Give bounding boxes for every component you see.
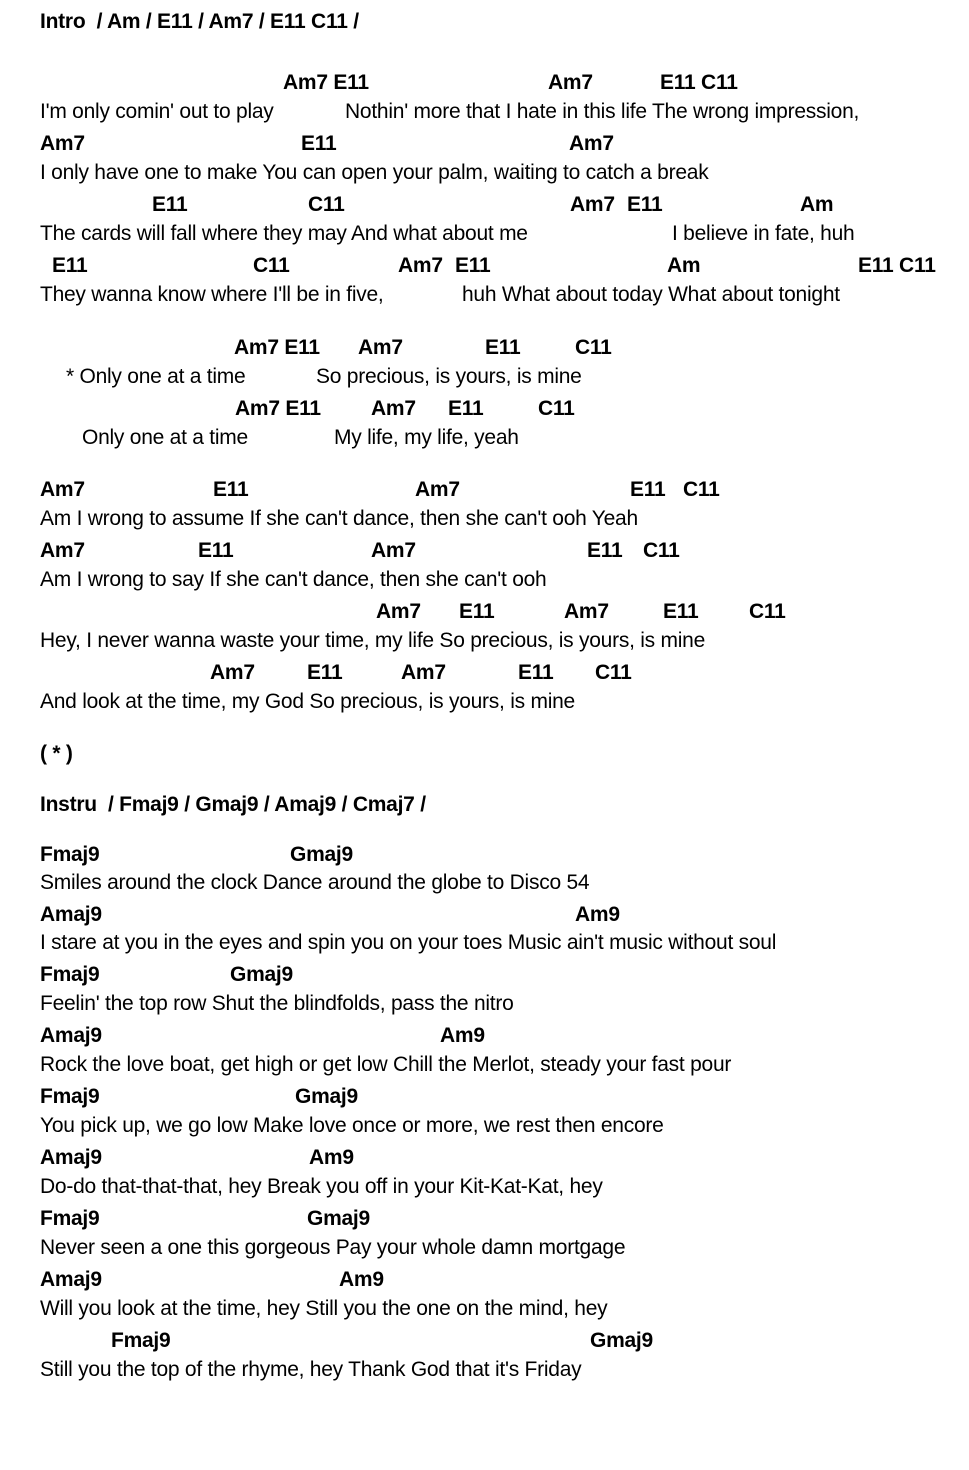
chord: Am9 [309, 1146, 354, 1169]
chord: E11 [152, 193, 188, 216]
chord: C11 [538, 397, 575, 420]
chord-line [0, 963, 969, 991]
chord: C11 [253, 254, 290, 277]
chord: Am7 [40, 539, 85, 562]
lyric-text: Smiles around the clock Dance around the globe to Disco 54 [40, 871, 590, 894]
chord: Fmaj9 [40, 1207, 100, 1230]
section-heading [0, 793, 969, 821]
chord: Gmaj9 [230, 963, 293, 986]
lyric-line [0, 1175, 969, 1203]
lyric-text: I stare at you in the eyes and spin you on your toes Music ain't music without soul [40, 931, 777, 954]
lyric-text: Hey, I never wanna waste your time, my life So precious, is yours, is mine [40, 629, 706, 652]
lyric-line [0, 992, 969, 1020]
chord: Amaj9 [40, 903, 102, 926]
lyric-line [0, 1236, 969, 1264]
lyric-text: Only one at a time [82, 426, 248, 449]
chord: E11 [459, 600, 495, 623]
chord-line [0, 71, 969, 99]
chord-line [0, 1329, 969, 1357]
chord: Gmaj9 [307, 1207, 370, 1230]
lyric-text: My life, my life, yeah [334, 426, 519, 449]
lyric-line [0, 161, 969, 189]
lyric-line [0, 1297, 969, 1325]
chord: Am7 [40, 132, 85, 155]
lyric-line [0, 690, 969, 718]
lyric-line [0, 222, 969, 250]
chord: Amaj9 [40, 1146, 102, 1169]
chord-line [0, 843, 969, 871]
chord: E11 [301, 132, 337, 155]
lyric-text: Never seen a one this gorgeous Pay your whole damn mortgage [40, 1236, 626, 1259]
chord: Am [667, 254, 701, 277]
chord: Am7 [548, 71, 593, 94]
chord: Am7 [564, 600, 609, 623]
chord: E11 [485, 336, 521, 359]
lyric-text: They wanna know where I'll be in five, [40, 283, 384, 306]
chord-line [0, 661, 969, 689]
chord: Am7 [569, 132, 614, 155]
chord: Am7 [570, 193, 615, 216]
chord: E11 [663, 600, 699, 623]
lyric-line [0, 568, 969, 596]
chord: E11 [307, 661, 343, 684]
chord: Am7 [376, 600, 421, 623]
chord-line [0, 903, 969, 931]
chord: Am9 [339, 1268, 384, 1291]
chord-line [0, 1085, 969, 1113]
lyric-line [0, 871, 969, 899]
chord: Fmaj9 [111, 1329, 171, 1352]
chord-line [0, 254, 969, 282]
lyric-line [0, 1358, 969, 1386]
chord: Am7 [371, 539, 416, 562]
chord: E11 [52, 254, 88, 277]
chord: E11 [198, 539, 234, 562]
chord: E11 [630, 478, 666, 501]
chord-line [0, 397, 969, 425]
lyric-line [0, 100, 969, 128]
chord: Am7 [415, 478, 460, 501]
chord: Am9 [440, 1024, 485, 1047]
chord: Fmaj9 [40, 1085, 100, 1108]
section-heading [0, 10, 969, 38]
lyric-text: Will you look at the time, hey Still you the one on the mind, hey [40, 1297, 608, 1320]
chord-line [0, 600, 969, 628]
chord: C11 [575, 336, 612, 359]
lyric-text: Still you the top of the rhyme, hey Thank God that it's Friday [40, 1358, 582, 1381]
lyric-line [0, 1114, 969, 1142]
chord: C11 [308, 193, 345, 216]
section-heading-text: Intro / Am / E11 / Am7 / E11 C11 / [40, 10, 359, 33]
lyric-text: huh What about today What about tonight [462, 283, 840, 306]
lyric-text: I'm only comin' out to play [40, 100, 274, 123]
lyric-text: The cards will fall where they may And what about me [40, 222, 528, 245]
chord: C11 [595, 661, 632, 684]
chord: Am [800, 193, 834, 216]
chord: C11 [749, 600, 786, 623]
chord: Gmaj9 [290, 843, 353, 866]
section-heading-text: Instru / Fmaj9 / Gmaj9 / Amaj9 / Cmaj7 / [40, 793, 426, 816]
lyric-text: Feelin' the top row Shut the blindfolds, pass the nitro [40, 992, 514, 1015]
chord: Fmaj9 [40, 963, 100, 986]
chord: Fmaj9 [40, 843, 100, 866]
lyric-text: Do-do that-that-that, hey Break you off in your Kit-Kat-Kat, hey [40, 1175, 603, 1198]
section-heading [0, 742, 969, 770]
chord: E11 [213, 478, 249, 501]
lyric-text: Am I wrong to say If she can't dance, then she can't ooh [40, 568, 547, 591]
lyric-line [0, 426, 969, 454]
chord: Gmaj9 [590, 1329, 653, 1352]
chord-line [0, 1146, 969, 1174]
lyric-line [0, 629, 969, 657]
chord: Am7 [401, 661, 446, 684]
lyric-line [0, 507, 969, 535]
lyric-line [0, 931, 969, 959]
lyric-line [0, 283, 969, 311]
chord-line [0, 132, 969, 160]
chord: Amaj9 [40, 1268, 102, 1291]
chord: Am7 [398, 254, 443, 277]
chord: C11 [683, 478, 720, 501]
chord-line [0, 336, 969, 364]
lyric-text: Rock the love boat, get high or get low Chill the Merlot, steady your fast pour [40, 1053, 732, 1076]
lyric-text: So precious, is yours, is mine [316, 365, 582, 388]
chord-line [0, 539, 969, 567]
chord: E11 [627, 193, 663, 216]
chord: Am7 E11 [283, 71, 369, 94]
chord: C11 [643, 539, 680, 562]
lyric-text: I only have one to make You can open your palm, waiting to catch a break [40, 161, 709, 184]
chord-line [0, 1024, 969, 1052]
chord: Am7 E11 [235, 397, 321, 420]
lyric-text: Nothin' more that I hate in this life The wrong impression, [345, 100, 860, 123]
lyric-text: I believe in fate, huh [672, 222, 855, 245]
chord: E11 C11 [858, 254, 936, 277]
chord-line [0, 1268, 969, 1296]
chord-line [0, 193, 969, 221]
lyric-text: And look at the time, my God So precious, is yours, is mine [40, 690, 575, 713]
chord: E11 [455, 254, 491, 277]
chord: Am7 E11 [234, 336, 320, 359]
chord: E11 [587, 539, 623, 562]
chord: Amaj9 [40, 1024, 102, 1047]
chord: Am7 [40, 478, 85, 501]
chord: E11 C11 [660, 71, 738, 94]
lyric-text: * Only one at a time [66, 365, 246, 388]
chord: Gmaj9 [295, 1085, 358, 1108]
chord: Am7 [371, 397, 416, 420]
chord-line [0, 1207, 969, 1235]
section-heading-text: ( * ) [40, 742, 73, 765]
lyric-text: Am I wrong to assume If she can't dance, then she can't ooh Yeah [40, 507, 638, 530]
chord: E11 [518, 661, 554, 684]
chord: Am7 [210, 661, 255, 684]
chord: Am7 [358, 336, 403, 359]
chord-line [0, 478, 969, 506]
lyric-line [0, 1053, 969, 1081]
chord: Am9 [575, 903, 620, 926]
lyric-line [0, 365, 969, 393]
chord: E11 [448, 397, 484, 420]
lyric-text: You pick up, we go low Make love once or more, we rest then encore [40, 1114, 664, 1137]
